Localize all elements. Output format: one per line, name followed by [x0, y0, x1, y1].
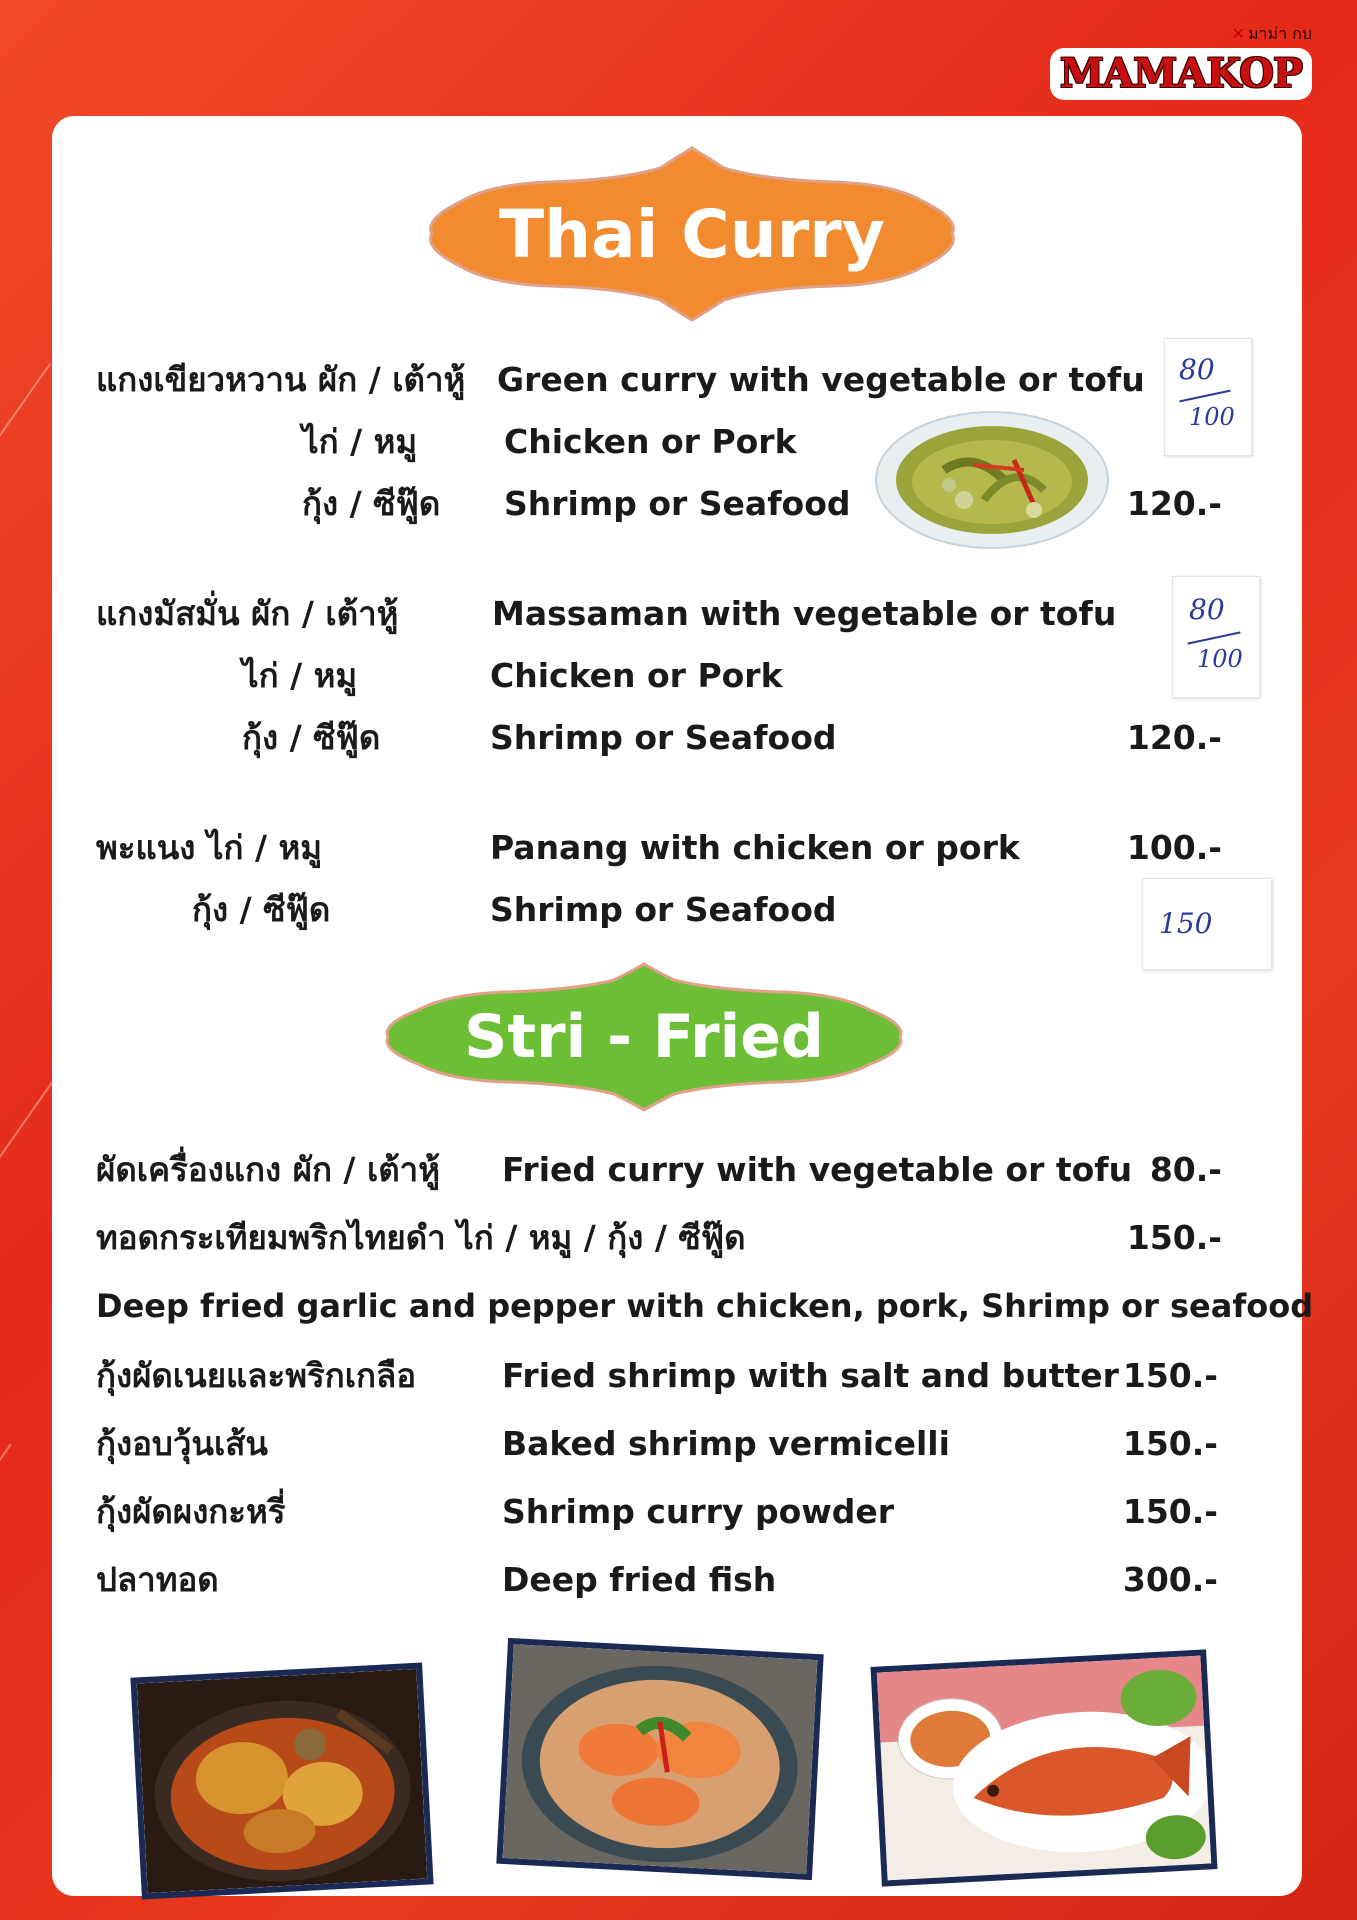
baked-shrimp-thai: กุ้งอบวุ้นเส้น	[96, 1424, 268, 1463]
curry-green-thai: แกงเขียวหวาน ผัก / เต้าหู้	[96, 360, 466, 399]
section-title-thai-curry: Thai Curry	[499, 195, 885, 273]
note-massaman-top: 80	[1189, 593, 1225, 626]
massaman-photo	[130, 1663, 433, 1900]
curry-massaman-thai: แกงมัสมั่น ผัก / เต้าหู้	[96, 594, 399, 633]
curry-green-shrimp-price: 120.-	[1126, 484, 1222, 523]
curry-green-english: Green curry with vegetable or tofu	[497, 360, 1145, 399]
fried-shrimp-butter-price: 150.-	[1122, 1356, 1218, 1395]
green-curry-photo	[874, 410, 1110, 550]
curry-massaman-shrimp-english: Shrimp or Seafood	[490, 718, 837, 757]
shrimp-curry-powder-price: 150.-	[1122, 1492, 1218, 1531]
shrimp-dish-icon	[503, 1644, 818, 1874]
curry-massaman-chicken-english: Chicken or Pork	[490, 656, 783, 695]
note-panang-seafood: 150	[1159, 907, 1213, 940]
section-banner-thai-curry	[420, 144, 964, 324]
fried-curry-price: 80.-	[1149, 1150, 1222, 1189]
fried-garlic-price: 150.-	[1126, 1218, 1222, 1257]
curry-massaman-chicken-thai: ไก่ / หมู	[242, 656, 358, 695]
shrimp-curry-powder-thai: กุ้งผัดผงกะหรี่	[96, 1492, 286, 1531]
handwritten-price-green	[1164, 338, 1252, 456]
deep-fried-fish-thai: ปลาทอด	[96, 1560, 219, 1599]
curry-panang-price: 100.-	[1126, 828, 1222, 867]
fried-garlic-english: Deep fried garlic and pepper with chicken, pork, Shrimp or seafood	[96, 1287, 1314, 1325]
fried-shrimp-butter-english: Fried shrimp with salt and butter	[502, 1356, 1119, 1395]
section-title-stir-fried: Stri - Fried	[464, 1002, 824, 1072]
green-curry-bowl-icon	[874, 410, 1110, 550]
logo-wordmark	[1050, 48, 1312, 100]
logo-thai-text	[1232, 22, 1312, 47]
note-green-top: 80	[1179, 353, 1215, 386]
deep-fried-fish-english: Deep fried fish	[502, 1560, 777, 1599]
section-banner-stir-fried	[378, 962, 910, 1112]
brand-logo	[1052, 22, 1312, 104]
curry-panang-shrimp-english: Shrimp or Seafood	[490, 890, 837, 929]
logo-brand-label: MAMAKOP	[1059, 50, 1302, 97]
curry-panang-english: Panang with chicken or pork	[490, 828, 1020, 867]
fried-curry-thai: ผัดเครื่องแกง ผัก / เต้าหู้	[96, 1150, 440, 1189]
curry-green-shrimp-thai: กุ้ง / ซีฟู๊ด	[302, 484, 441, 523]
shrimp-vermicelli-photo	[496, 1638, 823, 1880]
curry-green-chicken-english: Chicken or Pork	[504, 422, 797, 461]
note-massaman-bottom: 100	[1197, 645, 1243, 673]
deep-fried-fish-price: 300.-	[1122, 1560, 1218, 1599]
curry-panang-thai: พะแนง ไก่ / หมู	[96, 828, 323, 867]
fried-garlic-thai: ทอดกระเทียมพริกไทยดำ ไก่ / หมู / กุ้ง / ซีฟู๊ด	[96, 1218, 746, 1257]
note-green-bottom: 100	[1189, 403, 1235, 431]
logo-thai-label: มาม่า กบ	[1248, 24, 1312, 43]
deep-fried-fish-photo	[870, 1649, 1217, 1886]
cross-icon: ✕	[1231, 24, 1245, 43]
fish-dish-icon	[877, 1656, 1211, 1881]
massaman-dish-icon	[137, 1669, 428, 1893]
fried-shrimp-butter-thai: กุ้งผัดเนยและพริกเกลือ	[96, 1356, 417, 1395]
fried-curry-english: Fried curry with vegetable or tofu	[502, 1150, 1133, 1189]
menu-card	[52, 116, 1314, 1896]
baked-shrimp-price: 150.-	[1122, 1424, 1218, 1463]
curry-green-shrimp-english: Shrimp or Seafood	[504, 484, 851, 523]
baked-shrimp-english: Baked shrimp vermicelli	[502, 1424, 950, 1463]
handwritten-price-panang-seafood	[1142, 878, 1272, 970]
note-fraction-line	[1179, 390, 1230, 403]
handwritten-price-massaman	[1172, 576, 1260, 698]
note-fraction-line	[1187, 631, 1240, 644]
curry-massaman-shrimp-price: 120.-	[1126, 718, 1222, 757]
curry-massaman-shrimp-thai: กุ้ง / ซีฟู๊ด	[242, 718, 381, 757]
curry-green-chicken-thai: ไก่ / หมู	[302, 422, 418, 461]
shrimp-curry-powder-english: Shrimp curry powder	[502, 1492, 895, 1531]
curry-massaman-english: Massaman with vegetable or tofu	[492, 594, 1117, 633]
curry-panang-shrimp-thai: กุ้ง / ซีฟู๊ด	[192, 890, 331, 929]
